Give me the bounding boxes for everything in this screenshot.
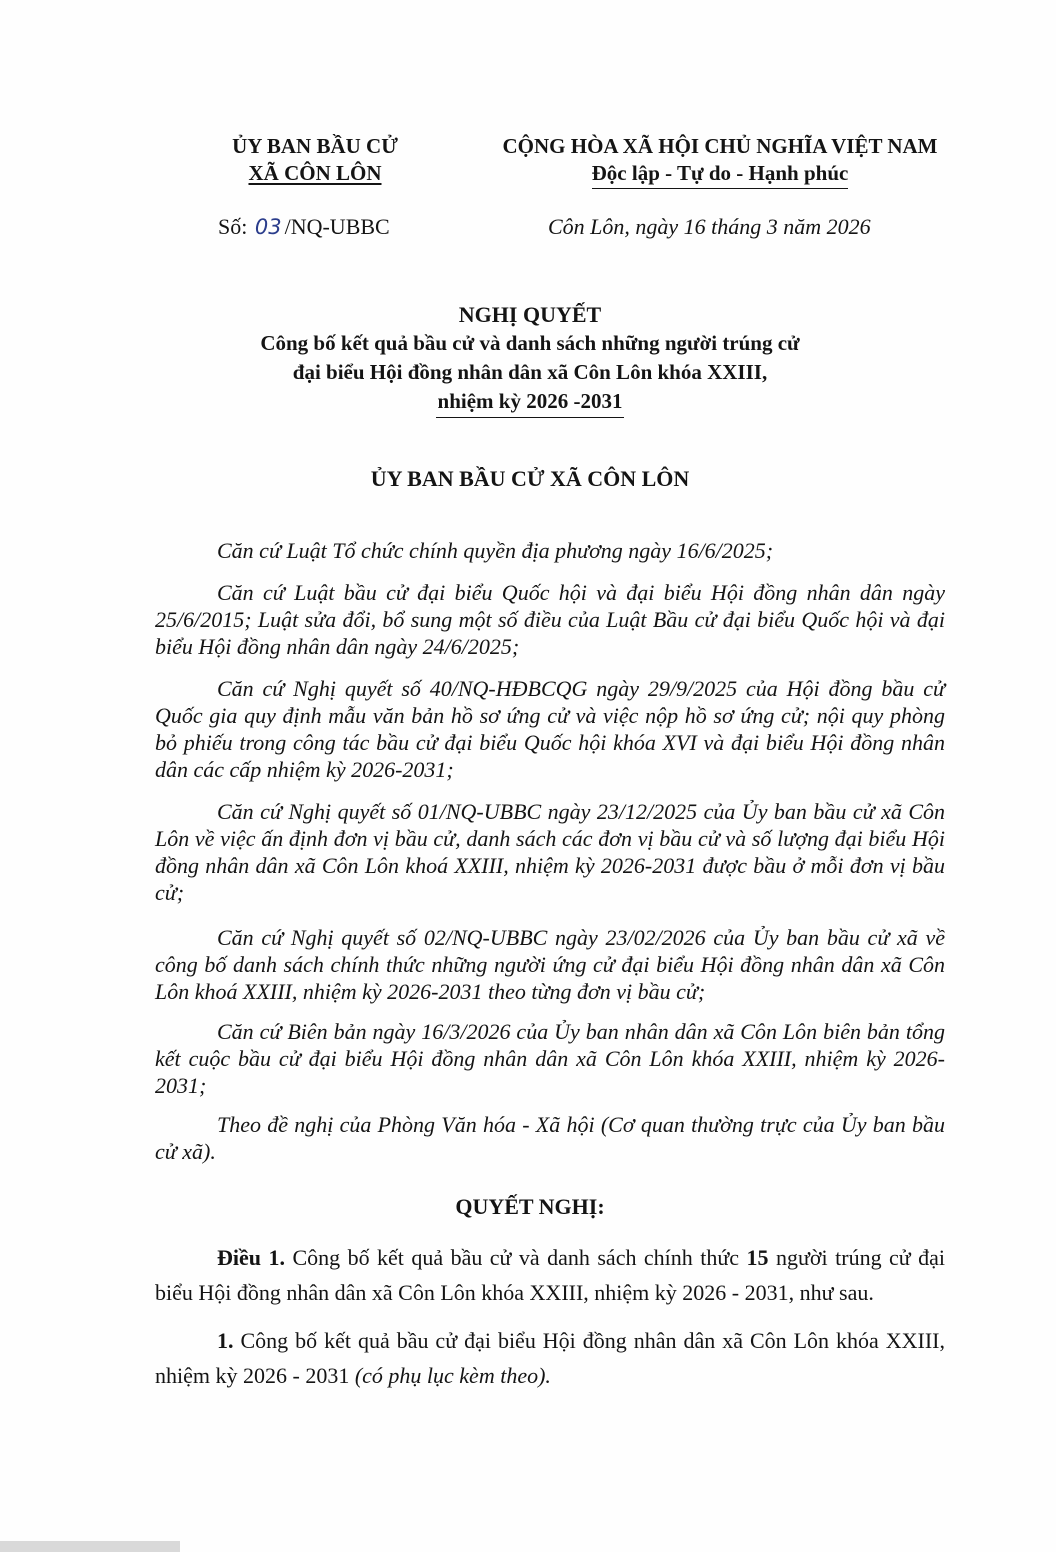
bottom-banner-strip xyxy=(0,1541,180,1552)
preamble-item: Theo đề nghị của Phòng Văn hóa - Xã hội (Cơ quan thường trực của Ủy ban bầu cử xã). xyxy=(155,1112,945,1164)
title-line-3: nhiệm kỳ 2026 -2031 xyxy=(436,387,625,418)
title-main: NGHỊ QUYẾT xyxy=(458,302,602,327)
national-motto: Độc lập - Tự do - Hạnh phúc xyxy=(592,160,849,189)
agency-name: XÃ CÔN LÔN xyxy=(248,161,382,185)
article-1-text-after: người trúng cử đại biểu Hội đồng nhân dân xã Côn Lôn khóa XXIII, nhiệm kỳ 2026 - 2031, như sau. xyxy=(155,1245,946,1305)
decision-heading: QUYẾT NGHỊ: xyxy=(455,1194,605,1219)
country-name: CỘNG HÒA XÃ HỘI CHỦ NGHĨA VIỆT NAM xyxy=(502,134,938,158)
issuing-agency xyxy=(190,133,440,187)
document-date: Côn Lôn, ngày 16 tháng 3 năm 2026 xyxy=(548,214,871,239)
doc-number-prefix: Số: xyxy=(218,214,248,239)
clause-1-label: 1. xyxy=(217,1328,234,1353)
article-1 xyxy=(155,1240,945,1310)
article-1-text-before: Công bố kết quả bầu cử và danh sách chính thức xyxy=(292,1245,740,1270)
clause-1 xyxy=(155,1323,945,1393)
preamble-item: Căn cứ Nghị quyết số 02/NQ-UBBC ngày 23/02/2026 của Ủy ban bầu cử xã về công bố danh sách chính thức những người ứng cử đại biểu Hội đồng nhân dân xã Côn Lôn khoá XXIII, nhiệm kỳ 2026-2031 theo từng đơn vị bầu cử; xyxy=(155,925,945,1004)
preamble-item: Căn cứ Luật Tổ chức chính quyền địa phương ngày 16/6/2025; xyxy=(217,538,774,563)
document-number xyxy=(218,214,390,240)
document-title xyxy=(150,300,910,418)
national-heading xyxy=(470,133,970,189)
clause-1-note: (có phụ lục kèm theo). xyxy=(354,1363,551,1388)
doc-number-handwritten: 03 xyxy=(254,215,282,239)
clause-1-text: Công bố kết quả bầu cử đại biểu Hội đồng nhân dân xã Côn Lôn khóa XXIII, nhiệm kỳ 2026 - 2031 xyxy=(155,1328,946,1388)
preamble-item: Căn cứ Nghị quyết số 40/NQ-HĐBCQG ngày 29/9/2025 của Hội đồng bầu cử Quốc gia quy định mẫu văn bản hồ sơ ứng cử và việc nộp hồ sơ ứng cử; nội quy phòng bỏ phiếu trong công tác bầu cử đại biểu Quốc hội khóa XVI và đại biểu Hội đồng nhân dân các cấp nhiệm kỳ 2026-2031; xyxy=(155,676,945,782)
authority-heading: ỦY BAN BẦU CỬ XÃ CÔN LÔN xyxy=(370,466,690,491)
preamble-item: Căn cứ Nghị quyết số 01/NQ-UBBC ngày 23/12/2025 của Ủy ban bầu cử xã Côn Lôn về việc ấn định đơn vị bầu cử, danh sách các đơn vị bầu cử và số lượng đại biểu Hội đồng nhân dân xã Côn Lôn khoá XXIII, nhiệm kỳ 2026-2031 được bầu ở mỗi đơn vị bầu cử; xyxy=(155,799,945,905)
doc-number-suffix: /NQ-UBBC xyxy=(284,214,390,239)
title-line-2: đại biểu Hội đồng nhân dân xã Côn Lôn khóa XXIII, xyxy=(292,360,768,384)
agency-line-2 xyxy=(190,160,440,187)
title-line-3-row xyxy=(150,387,910,418)
title-line-1: Công bố kết quả bầu cử và danh sách những người trúng cử xyxy=(260,331,800,355)
article-1-label: Điều 1. xyxy=(217,1245,285,1270)
article-1-count: 15 xyxy=(746,1245,769,1270)
agency-line-1: ỦY BAN BẦU CỬ xyxy=(232,134,398,158)
preamble-item: Căn cứ Luật bầu cử đại biểu Quốc hội và đại biểu Hội đồng nhân dân ngày 25/6/2015; Luật sửa đổi, bổ sung một số điều của Luật Bầu cử đại biểu Quốc hội và đại biểu Hội đồng nhân dân ngày 24/6/2025; xyxy=(155,580,945,659)
preamble-item: Căn cứ Biên bản ngày 16/3/2026 của Ủy ban nhân dân xã Côn Lôn biên bản tổng kết cuộc bầu cử đại biểu Hội đồng nhân dân xã Côn Lôn khóa XXIII, nhiệm kỳ 2026-2031; xyxy=(155,1019,945,1098)
motto-row xyxy=(470,160,970,189)
